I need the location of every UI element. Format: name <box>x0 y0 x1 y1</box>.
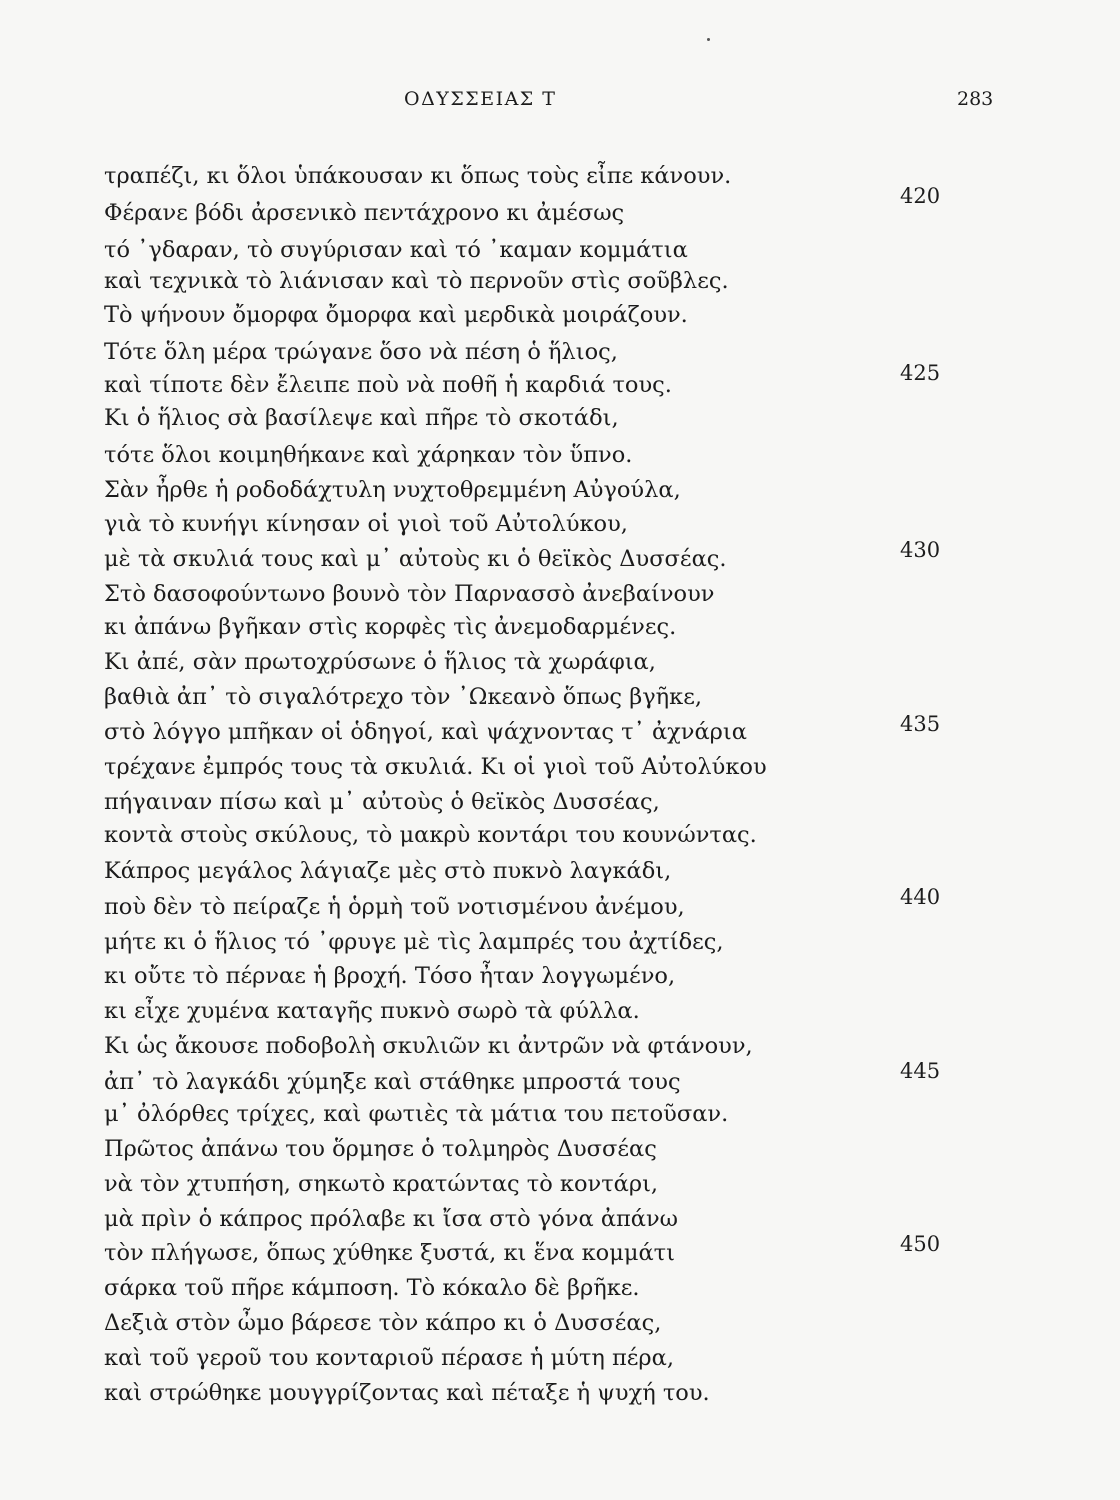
verse-line: τό ᾿γδαραν, τὸ συγύρισαν καὶ τό ᾿καμαν κομμάτια <box>104 237 688 263</box>
verse-line: καὶ τίποτε δὲν ἔλειπε ποὺ νὰ ποθῆ ἡ καρδιά τους. <box>104 372 672 398</box>
verse-line: Κι ὁ ἥλιος σὰ βασίλεψε καὶ πῆρε τὸ σκοτάδι, <box>104 405 619 431</box>
verse-line: Δεξιὰ στὸν ὦμο βάρεσε τὸν κάπρο κι ὁ Δυσσέας, <box>104 1310 662 1336</box>
line-number: 435 <box>900 712 941 736</box>
verse-line: νὰ τὸν χτυπήση, σηκωτὸ κρατώντας τὸ κοντάρι, <box>104 1171 659 1197</box>
ink-speck <box>707 38 710 41</box>
verse-line: καὶ στρώθηκε μουγγρίζοντας καὶ πέταξε ἡ ψυχή του. <box>104 1380 710 1406</box>
verse-line: στὸ λόγγο μπῆκαν οἱ ὁδηγοί, καὶ ψάχνοντας τ᾿ ἀχνάρια <box>104 719 747 745</box>
verse-line: γιὰ τὸ κυνήγι κίνησαν οἱ γιοὶ τοῦ Αὐτολύκου, <box>104 511 628 537</box>
verse-line: καὶ τοῦ γεροῦ του κονταριοῦ πέρασε ἡ μύτη πέρα, <box>104 1345 675 1371</box>
verse-line: Κι ὡς ἄκουσε ποδοβολὴ σκυλιῶν κι ἀντρῶν νὰ φτάνουν, <box>104 1033 753 1059</box>
verse-line: σάρκα τοῦ πῆρε κάμποση. Τὸ κόκαλο δὲ βρῆκε. <box>104 1275 640 1301</box>
verse-line: κι ἀπάνω βγῆκαν στὶς κορφὲς τὶς ἀνεμοδαρμένες. <box>104 614 677 640</box>
verse-line: τὸν πλήγωσε, ὅπως χύθηκε ξυστά, κι ἕνα κομμάτι <box>104 1240 675 1266</box>
verse-line: καὶ τεχνικὰ τὸ λιάνισαν καὶ τὸ περνοῦν στὶς σοῦβλες. <box>104 268 729 294</box>
verse-line: Στὸ δασοφούντωνο βουνὸ τὸν Παρνασσὸ ἀνεβαίνουν <box>104 581 715 607</box>
verse-line: μ᾿ ὀλόρθες τρίχες, καὶ φωτιὲς τὰ μάτια του πετοῦσαν. <box>104 1101 729 1127</box>
line-number: 450 <box>900 1232 941 1256</box>
verse-line: κοντὰ στοὺς σκύλους, τὸ μακρὺ κοντάρι του κουνώντας. <box>104 822 757 848</box>
verse-line: πήγαιναν πίσω καὶ μ᾿ αὐτοὺς ὁ θεϊκὸς Δυσσέας, <box>104 789 660 815</box>
line-number: 445 <box>900 1059 941 1083</box>
verse-line: Κάπρος μεγάλος λάγιαζε μὲς στὸ πυκνὸ λαγκάδι, <box>104 858 672 884</box>
verse-line: κι εἶχε χυμένα καταγῆς πυκνὸ σωρὸ τὰ φύλλα. <box>104 998 640 1024</box>
verse-line: μὲ τὰ σκυλιά τους καὶ μ᾿ αὐτοὺς κι ὁ θεϊκὸς Δυσσέας. <box>104 546 727 572</box>
line-number: 430 <box>900 538 941 562</box>
verse-line: τρέχανε ἐμπρός τους τὰ σκυλιά. Κι οἱ γιοὶ τοῦ Αὐτολύκου <box>104 754 767 780</box>
verse-line: μὰ πρὶν ὁ κάπρος πρόλαβε κι ἴσα στὸ γόνα ἀπάνω <box>104 1206 679 1232</box>
verse-line: Πρῶτος ἀπάνω του ὅρμησε ὁ τολμηρὸς Δυσσέας <box>104 1136 657 1162</box>
verse-line: ἀπ᾿ τὸ λαγκάδι χύμηξε καὶ στάθηκε μπροστά τους <box>104 1069 681 1095</box>
verse-line: Τὸ ψήνουν ὄμορφα ὄμορφα καὶ μερδικὰ μοιράζουν. <box>104 302 688 328</box>
verse-line: Τότε ὅλη μέρα τρώγανε ὅσο νὰ πέση ὁ ἥλιος, <box>104 339 618 365</box>
running-header-title: ΟΔΥΣΣΕΙΑΣ Τ <box>404 88 557 110</box>
page-number: 283 <box>957 88 994 110</box>
line-number: 440 <box>900 885 941 909</box>
line-number: 425 <box>900 361 941 385</box>
verse-line: κι οὔτε τὸ πέρναε ἡ βροχή. Τόσο ἦταν λογγωμένο, <box>104 963 676 989</box>
verse-line: βαθιὰ ἀπ᾿ τὸ σιγαλότρεχο τὸν ᾿Ωκεανὸ ὅπως βγῆκε, <box>104 684 702 710</box>
verse-line: Φέρανε βόδι ἀρσενικὸ πεντάχρονο κι ἀμέσως <box>104 200 625 226</box>
verse-line: ποὺ δὲν τὸ πείραζε ἡ ὁρμὴ τοῦ νοτισμένου ἀνέμου, <box>104 894 685 920</box>
verse-line: Σὰν ἦρθε ἡ ροδοδάχτυλη νυχτοθρεμμένη Αὐγούλα, <box>104 477 681 503</box>
verse-line: μήτε κι ὁ ἥλιος τό ᾿φρυγε μὲ τὶς λαμπρές του ἀχτίδες, <box>104 929 724 955</box>
line-number: 420 <box>900 184 941 208</box>
verse-line: τραπέζι, κι ὅλοι ὑπάκουσαν κι ὅπως τοὺς εἶπε κάνουν. <box>104 163 732 189</box>
verse-line: τότε ὅλοι κοιμηθήκανε καὶ χάρηκαν τὸν ὕπνο. <box>104 442 633 468</box>
verse-line: Κι ἀπέ, σὰν πρωτοχρύσωνε ὁ ἥλιος τὰ χωράφια, <box>104 649 656 675</box>
